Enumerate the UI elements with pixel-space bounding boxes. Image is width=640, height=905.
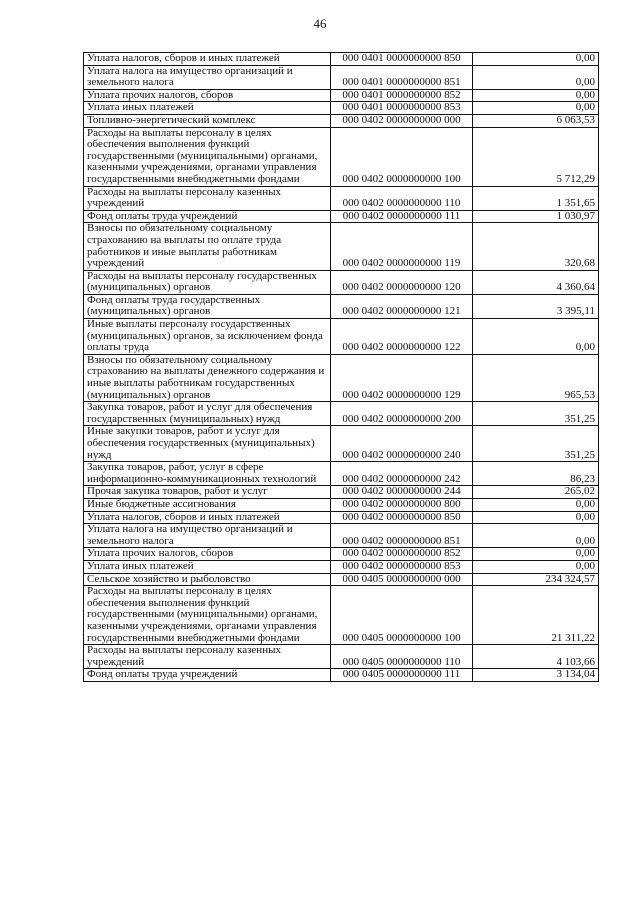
row-code-cell: 000 0402 0000000000 240 — [331, 426, 473, 462]
row-amount-cell: 0,00 — [473, 53, 599, 66]
table-row — [84, 354, 599, 401]
row-name-cell: Уплата налогов, сборов и иных платежей — [84, 53, 331, 66]
table-row — [84, 223, 599, 270]
row-amount-cell: 6 063,53 — [473, 114, 599, 127]
row-name-cell: Уплата иных платежей — [84, 102, 331, 115]
table-row — [84, 548, 599, 561]
row-name-cell: Уплата налога на имущество организаций и земельного налога — [84, 65, 331, 89]
row-amount-cell: 0,00 — [473, 65, 599, 89]
row-code-cell: 000 0405 0000000000 100 — [331, 586, 473, 645]
table-row — [84, 426, 599, 462]
table-body — [84, 53, 599, 682]
row-code-cell: 000 0402 0000000000 244 — [331, 486, 473, 499]
row-name-cell: Уплата иных платежей — [84, 560, 331, 573]
row-name-cell: Иные бюджетные ассигнования — [84, 498, 331, 511]
row-amount-cell: 0,00 — [473, 511, 599, 524]
row-code-cell: 000 0405 0000000000 111 — [331, 669, 473, 682]
table-row — [84, 402, 599, 426]
row-amount-cell: 0,00 — [473, 548, 599, 561]
row-name-cell: Закупка товаров, работ, услуг в сфере информационно-коммуникационных технологий — [84, 462, 331, 486]
table-row — [84, 89, 599, 102]
row-name-cell: Уплата прочих налогов, сборов — [84, 89, 331, 102]
table-row — [84, 294, 599, 318]
row-code-cell: 000 0402 0000000000 852 — [331, 548, 473, 561]
row-name-cell: Расходы на выплаты персоналу государственных (муниципальных) органов — [84, 270, 331, 294]
table-row — [84, 210, 599, 223]
row-name-cell: Прочая закупка товаров, работ и услуг — [84, 486, 331, 499]
table-row — [84, 65, 599, 89]
row-code-cell: 000 0402 0000000000 111 — [331, 210, 473, 223]
table-row — [84, 586, 599, 645]
row-amount-cell: 0,00 — [473, 319, 599, 355]
row-code-cell: 000 0402 0000000000 000 — [331, 114, 473, 127]
row-code-cell: 000 0402 0000000000 100 — [331, 127, 473, 186]
row-code-cell: 000 0405 0000000000 110 — [331, 645, 473, 669]
row-amount-cell: 234 324,57 — [473, 573, 599, 586]
row-code-cell: 000 0402 0000000000 242 — [331, 462, 473, 486]
row-amount-cell: 0,00 — [473, 524, 599, 548]
row-code-cell: 000 0402 0000000000 850 — [331, 511, 473, 524]
row-amount-cell: 965,53 — [473, 354, 599, 401]
row-amount-cell: 320,68 — [473, 223, 599, 270]
row-amount-cell: 1 351,65 — [473, 186, 599, 210]
row-amount-cell: 1 030,97 — [473, 210, 599, 223]
row-name-cell: Иные выплаты персоналу государственных (муниципальных) органов, за исключением фонда оплаты труда — [84, 319, 331, 355]
row-name-cell: Фонд оплаты труда государственных (муниципальных) органов — [84, 294, 331, 318]
row-amount-cell: 0,00 — [473, 560, 599, 573]
table-row — [84, 114, 599, 127]
row-code-cell: 000 0401 0000000000 851 — [331, 65, 473, 89]
table-row — [84, 270, 599, 294]
row-code-cell: 000 0402 0000000000 129 — [331, 354, 473, 401]
row-name-cell: Сельское хозяйство и рыболовство — [84, 573, 331, 586]
row-amount-cell: 0,00 — [473, 498, 599, 511]
row-name-cell: Уплата налогов, сборов и иных платежей — [84, 511, 331, 524]
row-code-cell: 000 0402 0000000000 122 — [331, 319, 473, 355]
row-code-cell: 000 0402 0000000000 851 — [331, 524, 473, 548]
table-row — [84, 462, 599, 486]
table-row — [84, 669, 599, 682]
row-name-cell: Расходы на выплаты персоналу казенных учреждений — [84, 186, 331, 210]
row-code-cell: 000 0401 0000000000 852 — [331, 89, 473, 102]
row-code-cell: 000 0401 0000000000 853 — [331, 102, 473, 115]
row-code-cell: 000 0405 0000000000 000 — [331, 573, 473, 586]
row-amount-cell: 5 712,29 — [473, 127, 599, 186]
row-code-cell: 000 0402 0000000000 110 — [331, 186, 473, 210]
row-amount-cell: 265,02 — [473, 486, 599, 499]
row-code-cell: 000 0402 0000000000 121 — [331, 294, 473, 318]
table-row — [84, 127, 599, 186]
budget-table — [83, 52, 599, 682]
row-name-cell: Взносы по обязательному социальному страхованию на выплаты денежного содержания и иные выплаты работникам государственных (муниципальных) органов — [84, 354, 331, 401]
row-code-cell: 000 0402 0000000000 800 — [331, 498, 473, 511]
row-name-cell: Иные закупки товаров, работ и услуг для обеспечения государственных (муниципальных) нужд — [84, 426, 331, 462]
table-row — [84, 186, 599, 210]
row-code-cell: 000 0402 0000000000 200 — [331, 402, 473, 426]
row-code-cell: 000 0401 0000000000 850 — [331, 53, 473, 66]
row-amount-cell: 351,25 — [473, 426, 599, 462]
row-amount-cell: 4 360,64 — [473, 270, 599, 294]
row-code-cell: 000 0402 0000000000 853 — [331, 560, 473, 573]
row-name-cell: Фонд оплаты труда учреждений — [84, 669, 331, 682]
row-name-cell: Расходы на выплаты персоналу в целях обеспечения выполнения функций государственными (муниципальными) органами, казенными учреждениями, органами управления государственными внебюджетными фондами — [84, 586, 331, 645]
table-row — [84, 511, 599, 524]
row-amount-cell: 3 134,04 — [473, 669, 599, 682]
table-row — [84, 319, 599, 355]
row-amount-cell: 86,23 — [473, 462, 599, 486]
table-row — [84, 102, 599, 115]
row-amount-cell: 3 395,11 — [473, 294, 599, 318]
row-name-cell: Закупка товаров, работ и услуг для обеспечения государственных (муниципальных) нужд — [84, 402, 331, 426]
table-row — [84, 486, 599, 499]
table-row — [84, 573, 599, 586]
row-amount-cell: 4 103,66 — [473, 645, 599, 669]
row-amount-cell: 0,00 — [473, 89, 599, 102]
table-row — [84, 498, 599, 511]
row-code-cell: 000 0402 0000000000 120 — [331, 270, 473, 294]
page-number: 46 — [313, 16, 327, 31]
table-row — [84, 645, 599, 669]
table-row — [84, 53, 599, 66]
row-amount-cell: 21 311,22 — [473, 586, 599, 645]
row-name-cell: Расходы на выплаты персоналу казенных учреждений — [84, 645, 331, 669]
row-code-cell: 000 0402 0000000000 119 — [331, 223, 473, 270]
row-amount-cell: 351,25 — [473, 402, 599, 426]
row-name-cell: Уплата прочих налогов, сборов — [84, 548, 331, 561]
row-name-cell: Взносы по обязательному социальному страхованию на выплаты по оплате труда работников и иные выплаты работникам учреждений — [84, 223, 331, 270]
row-amount-cell: 0,00 — [473, 102, 599, 115]
table-row — [84, 560, 599, 573]
row-name-cell: Уплата налога на имущество организаций и земельного налога — [84, 524, 331, 548]
row-name-cell: Топливно-энергетический комплекс — [84, 114, 331, 127]
row-name-cell: Фонд оплаты труда учреждений — [84, 210, 331, 223]
row-name-cell: Расходы на выплаты персоналу в целях обеспечения выполнения функций государственными (муниципальными) органами, казенными учреждениями, органами управления государственными внебюджетными фондами — [84, 127, 331, 186]
table-row — [84, 524, 599, 548]
